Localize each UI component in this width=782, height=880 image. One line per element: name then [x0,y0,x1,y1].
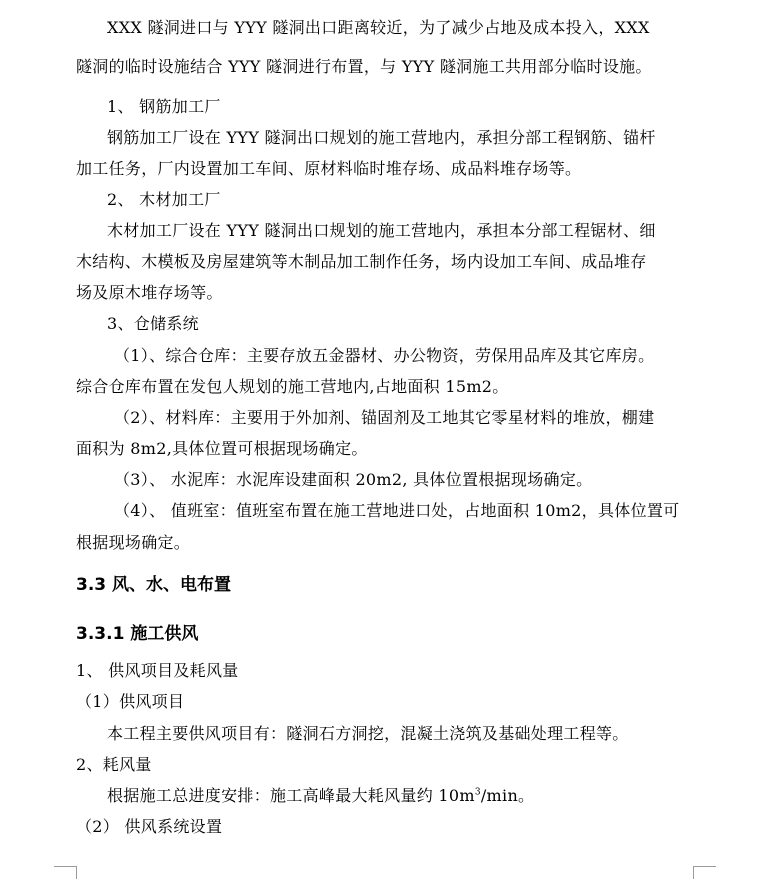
air-supply-item-1: 1、 供风项目及耗风量 [76,661,239,680]
page-margin-corner-right [693,866,716,879]
air-supply-subitem-2: （2） 供风系统设置 [76,817,223,836]
storage-item-4-line-2: 根据现场确定。 [76,533,191,552]
steel-factory-heading: 1、 钢筋加工厂 [107,97,221,116]
wood-factory-line-2: 木结构、木模板及房屋建筑等木制品加工制作任务，场内设加工车间、成品堆存 [76,252,647,271]
air-supply-subitem-1-text: 本工程主要供风项目有：隧洞石方洞挖，混凝土浇筑及基础处理工程等。 [107,724,629,743]
air-consumption-text-main: 根据施工总进度安排：施工高峰最大耗风量约 10m [107,786,475,805]
wood-factory-line-3: 场及原木堆存场等。 [76,283,223,302]
storage-item-1-line-1: （1）、综合仓库：主要存放五金器材、办公物资，劳保用品库及其它库房。 [114,346,655,365]
steel-factory-line-2: 加工任务，厂内设置加工车间、原材料临时堆存场、成品料堆存场等。 [76,159,582,178]
storage-item-3-line-1: （3）、 水泥库：水泥库设建面积 20m2, 具体位置根据现场确定。 [114,470,593,489]
air-consumption-text [107,786,534,806]
intro-paragraph-line-2: 隧洞的临时设施结合 YYY 隧洞进行布置，与 YYY 隧洞施工共用部分临时设施。 [76,57,652,76]
air-consumption-text-unit: /min。 [480,786,535,805]
page-margin-corner-left [54,866,77,879]
storage-item-1-line-2: 综合仓库布置在发包人规划的施工营地内,占地面积 15m2。 [76,377,509,396]
wood-factory-line-1: 木材加工厂设在 YYY 隧洞出口规划的施工营地内，承担本分部工程锯材、细 [107,221,656,240]
air-consumption-item-2: 2、耗风量 [76,755,152,774]
wood-factory-heading: 2、 木材加工厂 [107,190,221,209]
steel-factory-line-1: 钢筋加工厂设在 YYY 隧洞出口规划的施工营地内，承担分部工程钢筋、锚杆 [107,128,656,147]
storage-item-2-line-1: （2）、材料库：主要用于外加剂、锚固剂及工地其它零星材料的堆放，棚建 [114,408,655,427]
section-heading-3-3: 3.3 风、水、电布置 [76,575,232,595]
section-heading-3-3-1: 3.3.1 施工供风 [76,624,199,644]
air-supply-subitem-1: （1）供风项目 [76,692,185,711]
storage-item-4-line-1: （4）、 值班室：值班室布置在施工营地进口处，占地面积 10m2，具体位置可 [114,501,680,520]
intro-paragraph-line-1: XXX 隧洞进口与 YYY 隧洞出口距离较近，为了减少占地及成本投入，XXX [107,18,650,37]
cubic-superscript: 3 [474,787,481,798]
storage-item-2-line-2: 面积为 8m2,具体位置可根据现场确定。 [76,439,368,458]
storage-system-heading: 3、仓储系统 [107,314,199,333]
